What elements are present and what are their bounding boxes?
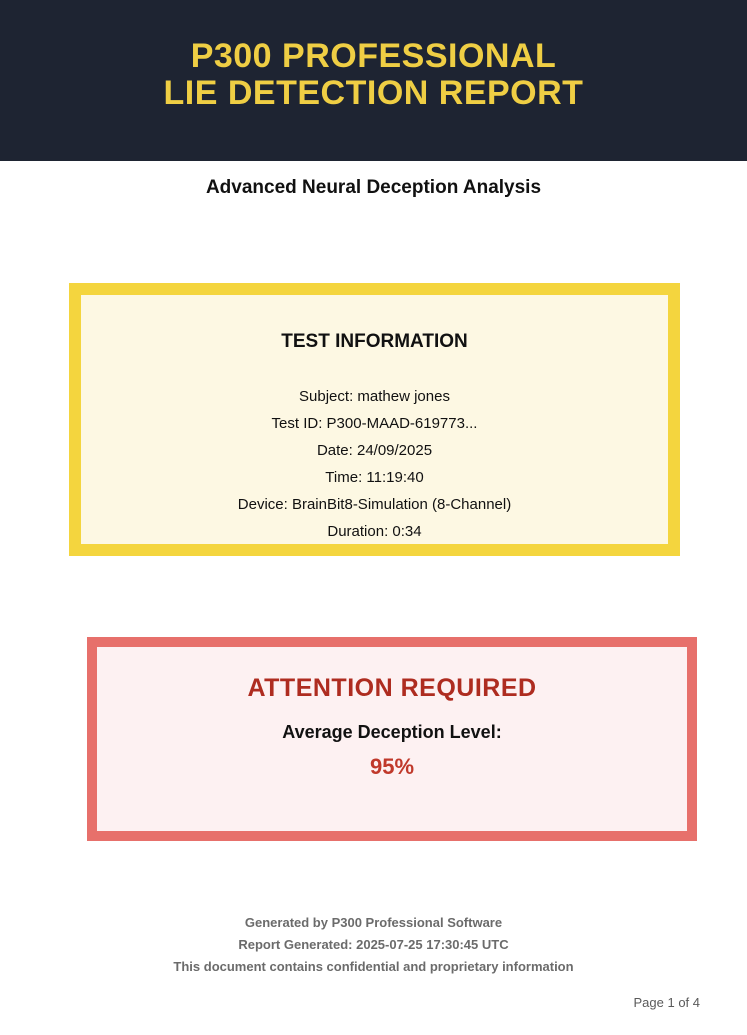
report-footer <box>0 912 747 978</box>
test-information-title: TEST INFORMATION <box>281 331 468 352</box>
footer-confidential-note: This document contains confidential and proprietary information <box>173 959 574 974</box>
footer-report-generated: Report Generated: 2025-07-25 17:30:45 UTC <box>238 937 509 952</box>
info-line-subject: Subject: mathew jones <box>299 388 450 405</box>
deception-level-value: 95% <box>369 754 415 779</box>
test-information-box <box>69 283 680 556</box>
info-line-device: Device: BrainBit8-Simulation (8-Channel) <box>237 496 512 513</box>
page-indicator: Page 1 of 4 <box>633 995 700 1010</box>
info-line-date: Date: 24/09/2025 <box>316 442 433 459</box>
attention-required-title: ATTENTION REQUIRED <box>247 674 537 702</box>
footer-generated-by: Generated by P300 Professional Software <box>244 915 503 930</box>
test-information-fields <box>81 383 668 545</box>
report-title-line1: P300 PROFESSIONAL <box>190 37 557 75</box>
report-header <box>0 0 747 161</box>
info-line-duration: Duration: 0:34 <box>327 523 422 540</box>
deception-level-label: Average Deception Level: <box>282 722 502 742</box>
report-title <box>0 38 747 112</box>
report-subtitle: Advanced Neural Deception Analysis <box>205 177 542 198</box>
report-title-line2: LIE DETECTION REPORT <box>163 74 584 112</box>
info-line-test-id: Test ID: P300-MAAD-619773... <box>271 415 478 432</box>
attention-required-box <box>87 637 697 841</box>
info-line-time: Time: 11:19:40 <box>325 469 424 486</box>
